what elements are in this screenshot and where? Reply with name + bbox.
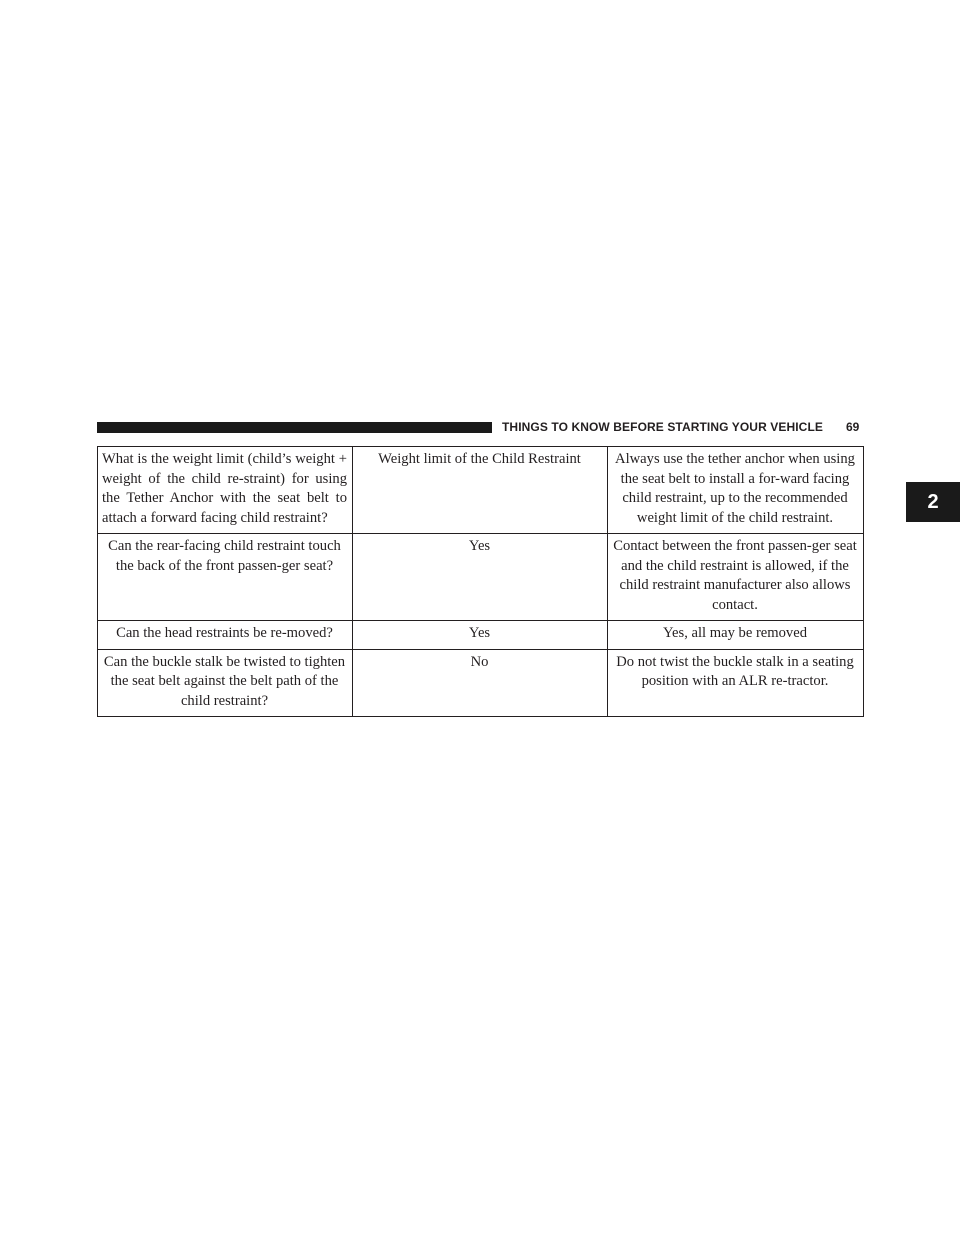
notes-text: Always use the tether anchor when using the seat belt to install a for-ward facing child restraint, up to the recommended weight limit of the child restraint. [615, 451, 855, 526]
question-text: Can the rear-facing child restraint touch the back of the front passen-ger seat? [108, 538, 341, 574]
question-cell [98, 621, 353, 650]
notes-text: Yes, all may be removed [662, 625, 808, 641]
chapter-tab [906, 482, 960, 522]
question-text: Can the head restraints be re-moved? [116, 625, 333, 641]
question-text: Can the buckle stalk be twisted to tighten the seat belt against the belt path of the child restraint? [103, 653, 346, 709]
answer-cell [353, 621, 608, 650]
section-title: THINGS TO KNOW BEFORE STARTING YOUR VEHICLE [502, 420, 823, 434]
notes-cell [608, 649, 864, 717]
question-cell [98, 447, 353, 534]
answer-text: Yes [468, 625, 491, 641]
table-row [98, 621, 864, 650]
question-cell [98, 649, 353, 717]
notes-cell [608, 447, 864, 534]
question-cell [98, 534, 353, 621]
notes-cell [608, 621, 864, 650]
header-rule-bar [97, 422, 492, 433]
question-text: What is the weight limit (child’s weight + weight of the child re-straint) for using the Tether Anchor with the seat belt to attach a forward facing child restraint? [102, 451, 347, 526]
child-restraint-info-table [97, 446, 864, 717]
answer-text: Weight limit of the Child Restraint [378, 451, 581, 467]
table-row [98, 534, 864, 621]
answer-cell [353, 534, 608, 621]
page-number: 69 [846, 420, 860, 434]
answer-text: Yes [468, 538, 491, 554]
notes-text: Contact between the front passen-ger seat and the child restraint is allowed, if the child restraint manufacturer also allows contact. [613, 538, 857, 613]
answer-cell [353, 447, 608, 534]
answer-text: No [470, 653, 489, 670]
notes-cell [608, 534, 864, 621]
table-row [98, 649, 864, 717]
notes-text: Do not twist the buckle stalk in a seating position with an ALR re-tractor. [616, 653, 854, 689]
table-row [98, 447, 864, 534]
answer-cell [353, 649, 608, 717]
chapter-tab-label: 2 [927, 491, 939, 513]
